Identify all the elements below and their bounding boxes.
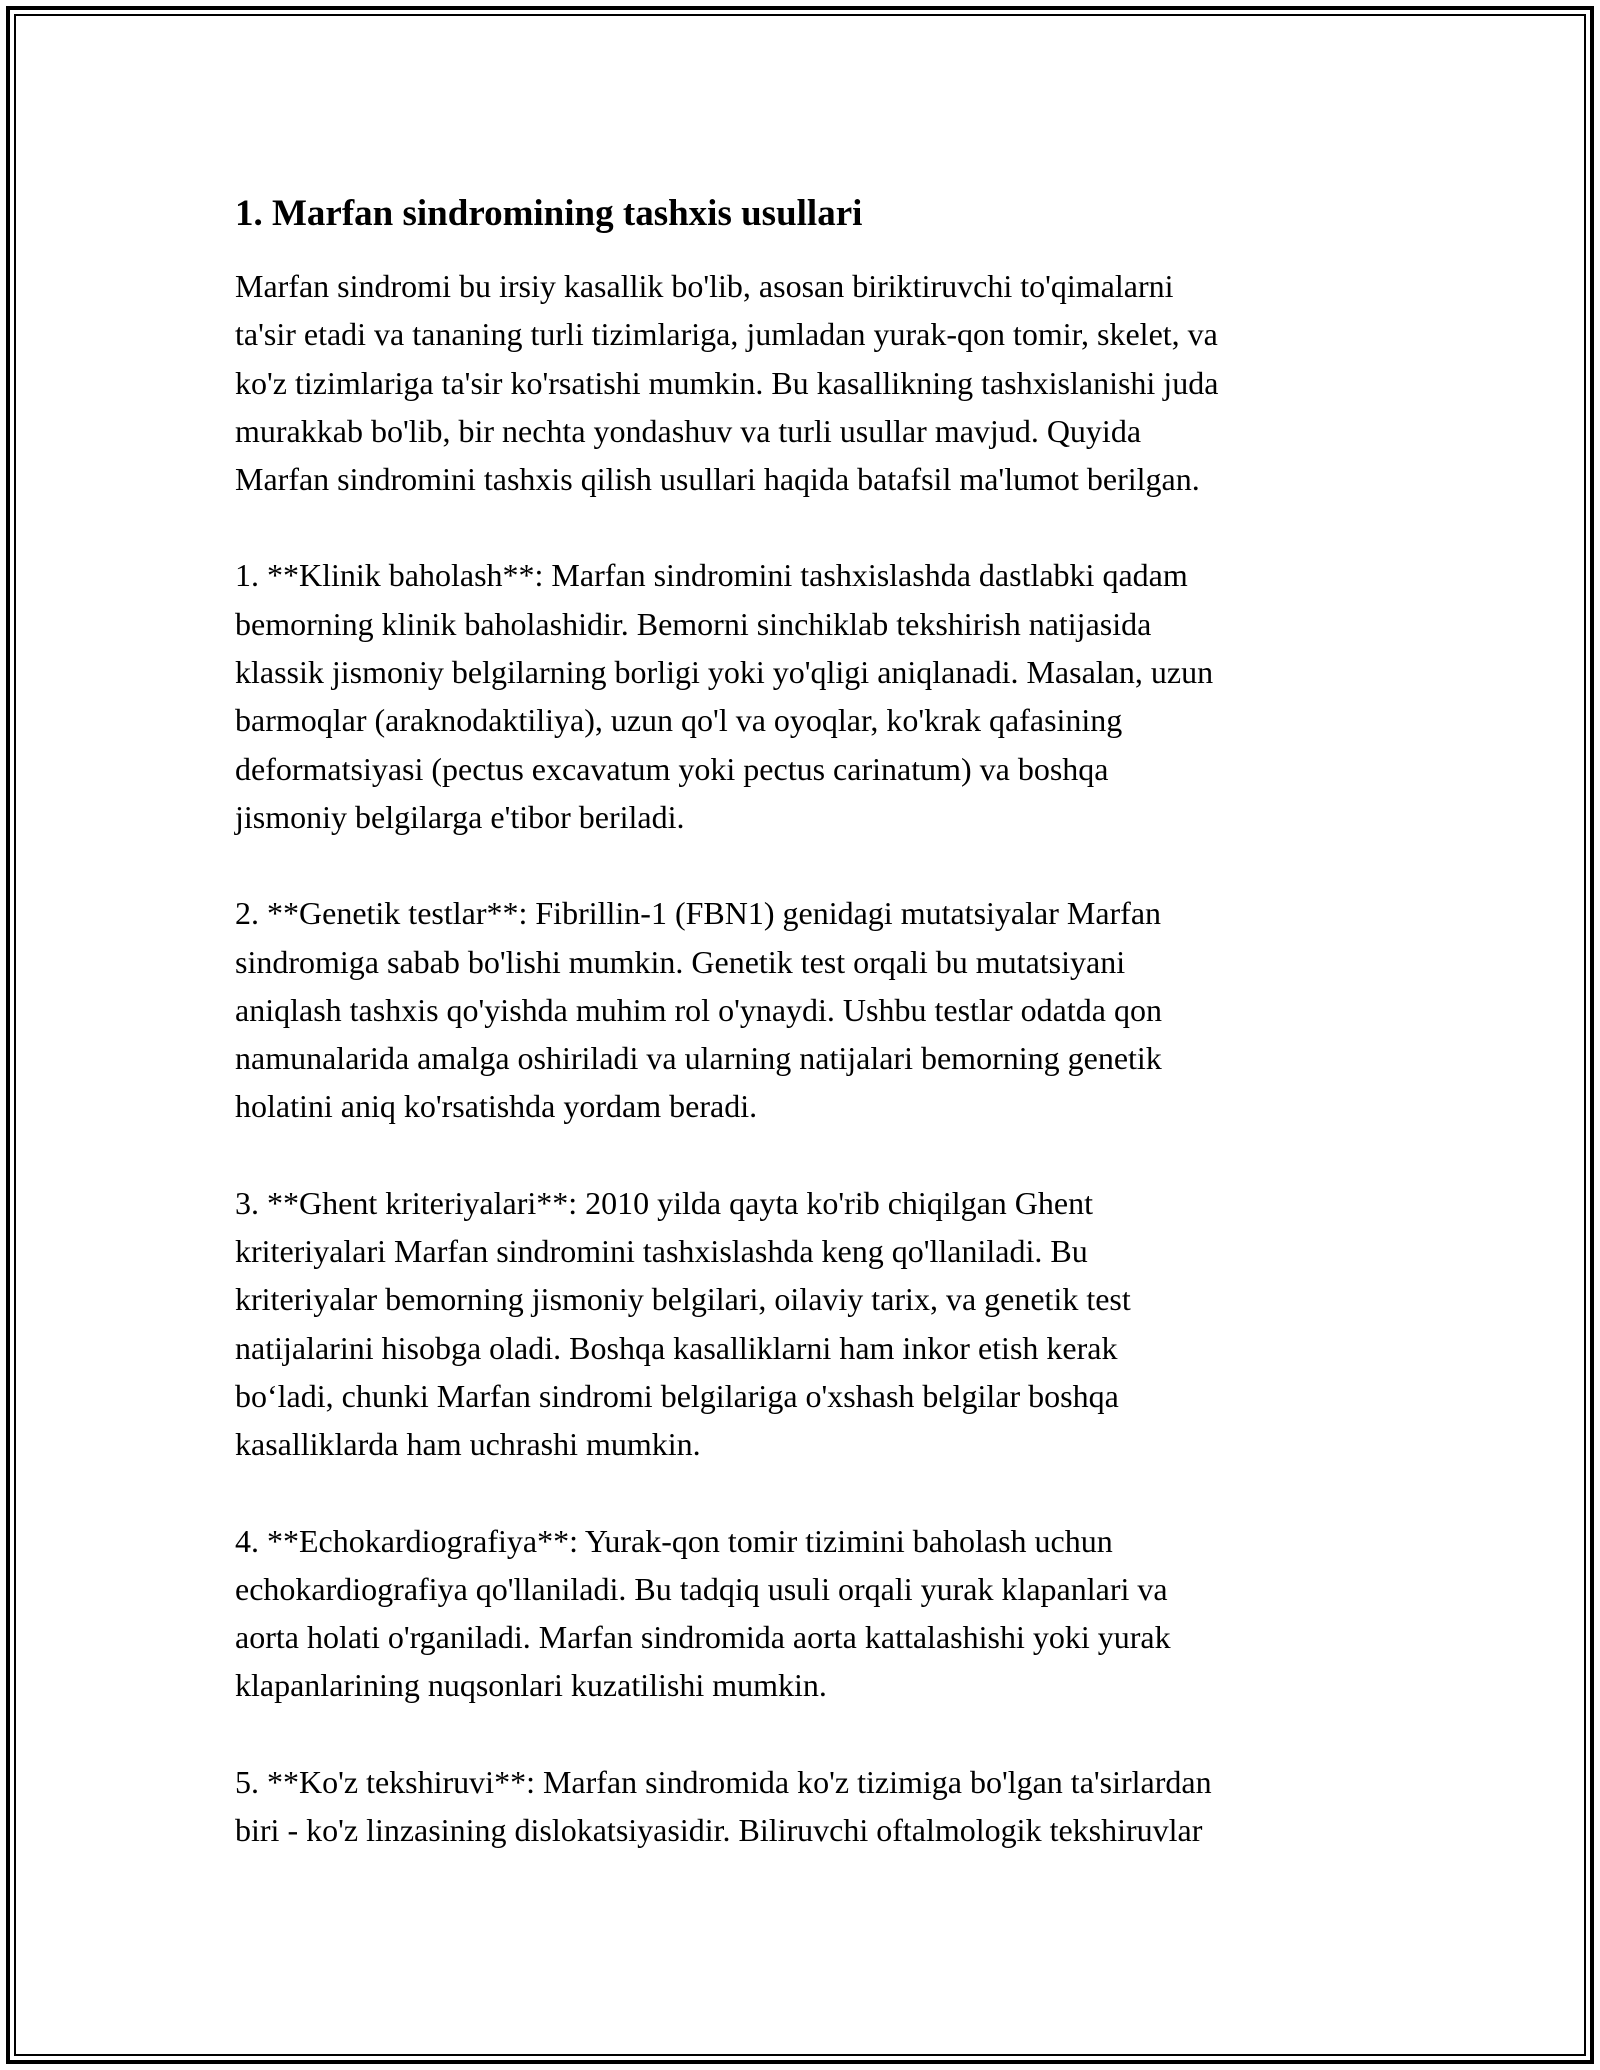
text-line: holatini aniq ko'rsatishda yordam beradi. bbox=[235, 1088, 758, 1125]
text-line: aniqlash tashxis qo'yishda muhim rol o'ynaydi. Ushbu testlar odatda qon bbox=[235, 991, 1162, 1028]
text-line: Marfan sindromini tashxis qilish usullari haqida batafsil ma'lumot berilgan. bbox=[235, 461, 1200, 498]
text-line: biri - ko'z linzasining dislokatsiyasidir. Biliruvchi oftalmologik tekshiruvlar bbox=[235, 1812, 1203, 1849]
text-line: jismoniy belgilarga e'tibor beriladi. bbox=[235, 798, 685, 835]
text-line: murakkab bo'lib, bir nechta yondashuv va turli usullar mavjud. Quyida bbox=[235, 412, 1142, 449]
text-line: klassik jismoniy belgilarning borligi yoki yo'qligi aniqlanadi. Masalan, uzun bbox=[235, 654, 1214, 691]
text-line: kriteriyalar bemorning jismoniy belgilari, oilaviy tarix, va genetik test bbox=[235, 1281, 1131, 1318]
text-line: echokardiografiya qo'llaniladi. Bu tadqiq usuli orqali yurak klapanlari va bbox=[235, 1570, 1168, 1607]
text-line: kasalliklarda ham uchrashi mumkin. bbox=[235, 1426, 701, 1463]
text-line: deformatsiyasi (pectus excavatum yoki pectus carinatum) va boshqa bbox=[235, 750, 1109, 787]
text-line: bemorning klinik baholashidir. Bemorni sinchiklab tekshirish natijasida bbox=[235, 605, 1152, 642]
text-line: ko'z tizimlariga ta'sir ko'rsatishi mumkin. Bu kasallikning tashxislanishi juda bbox=[235, 364, 1219, 401]
document-page bbox=[235, 188, 1385, 1902]
text-line: klapanlarining nuqsonlari kuzatilishi mumkin. bbox=[235, 1667, 827, 1704]
text-line: 1. **Klinik baholash**: Marfan sindromini tashxislashda dastlabki qadam bbox=[235, 557, 1188, 594]
text-line: ta'sir etadi va tananing turli tizimlariga, jumladan yurak-qon tomir, skelet, va bbox=[235, 316, 1218, 353]
text-line: namunalarida amalga oshiriladi va ularning natijalari bemorning genetik bbox=[235, 1040, 1162, 1077]
paragraph-echokardiografiya bbox=[235, 1517, 1385, 1710]
text-line: 3. **Ghent kriteriyalari**: 2010 yilda qayta ko'rib chiqilgan Ghent bbox=[235, 1184, 1093, 1221]
text-line: 4. **Echokardiografiya**: Yurak-qon tomir tizimini baholash uchun bbox=[235, 1522, 1113, 1559]
text-line: kriteriyalari Marfan sindromini tashxislashda keng qo'llaniladi. Bu bbox=[235, 1233, 1088, 1270]
text-line: Marfan sindromi bu irsiy kasallik bo'lib, asosan biriktiruvchi to'qimalarni bbox=[235, 268, 1174, 304]
text-line: natijalarini hisobga oladi. Boshqa kasalliklarni ham inkor etish kerak bbox=[235, 1329, 1118, 1366]
text-line: barmoqlar (araknodaktiliya), uzun qo'l va oyoqlar, ko'krak qafasining bbox=[235, 702, 1123, 739]
paragraph-ghent-kriteriyalari bbox=[235, 1179, 1385, 1469]
document-title: 1. Marfan sindromining tashxis usullari bbox=[235, 193, 863, 234]
text-line: 5. **Ko'z tekshiruvi**: Marfan sindromida ko'z tizimiga bo'lgan ta'sirlardan bbox=[235, 1763, 1212, 1800]
paragraph-klinik-baholash bbox=[235, 551, 1385, 841]
text-line: sindromiga sabab bo'lishi mumkin. Genetik test orqali bu mutatsiyani bbox=[235, 943, 1126, 980]
paragraph-koz-tekshiruvi bbox=[235, 1758, 1385, 1855]
paragraph-intro bbox=[235, 262, 1385, 503]
text-line: bo‘ladi, chunki Marfan sindromi belgilariga o'xshash belgilar boshqa bbox=[235, 1377, 1119, 1414]
text-line: aorta holati o'rganiladi. Marfan sindromida aorta kattalashishi yoki yurak bbox=[235, 1619, 1171, 1656]
text-line: 2. **Genetik testlar**: Fibrillin-1 (FBN1) genidagi mutatsiyalar Marfan bbox=[235, 895, 1162, 932]
paragraph-genetik-testlar bbox=[235, 889, 1385, 1130]
